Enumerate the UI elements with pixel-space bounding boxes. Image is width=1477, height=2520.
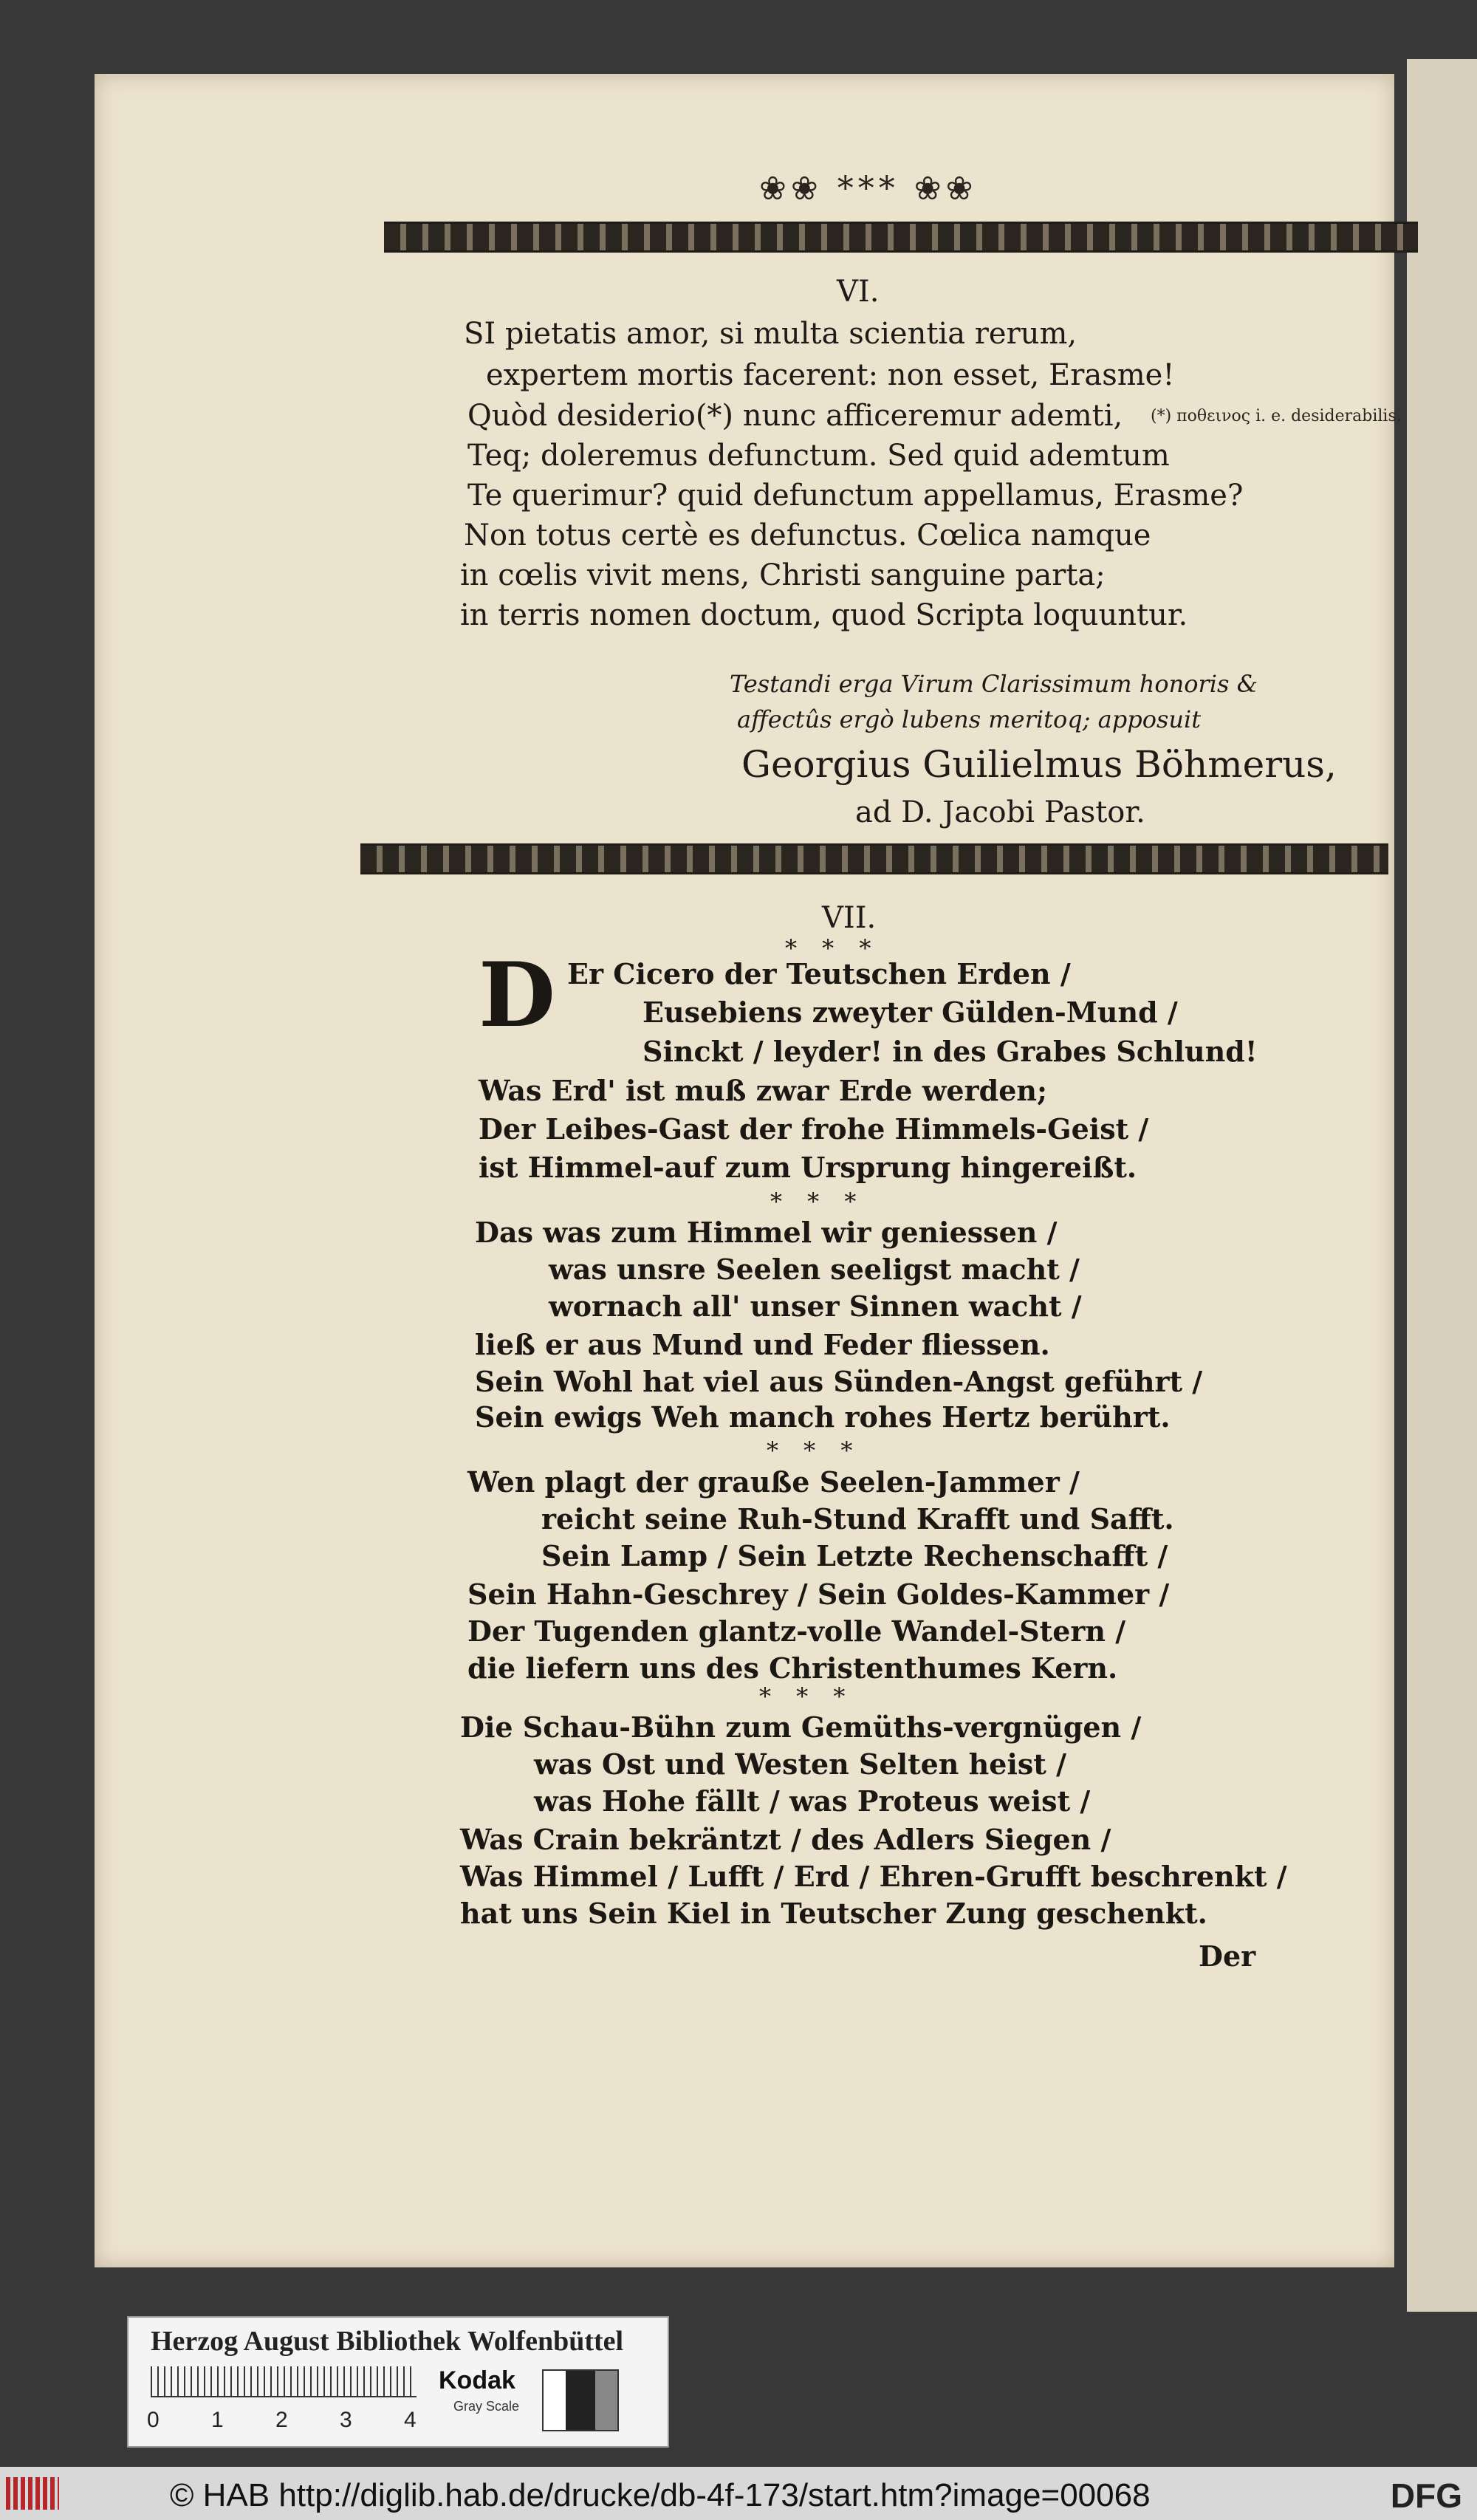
gray-scale-label: Gray Scale: [453, 2399, 520, 2414]
poem-vii-s1-line-1: Er Cicero der Teutschen Erden /: [567, 957, 1071, 990]
poem-vi-number: VI.: [837, 275, 880, 309]
poem-vii-s1-line-6: ist Himmel-auf zum Ursprung hingereißt.: [479, 1151, 1137, 1184]
ornamental-rule-middle: [360, 843, 1388, 874]
library-card-title: Herzog August Bibliothek Wolfenbüttel: [151, 2326, 624, 2357]
dfg-logo: DFG: [1390, 2476, 1462, 2515]
poem-vi-line-7: in cœlis vivit mens, Christi sanguine parta;: [460, 558, 1106, 592]
poem-vii-s4-line-6: hat uns Sein Kiel in Teutscher Zung geschenkt.: [460, 1897, 1207, 1930]
stanza-marker-1: * * *: [785, 934, 880, 962]
poem-vii-s4-line-3: was Hohe fällt / was Proteus weist /: [534, 1784, 1091, 1818]
poem-vii-s4-line-5: Was Himmel / Lufft / Erd / Ehren-Grufft beschrenkt /: [460, 1860, 1287, 1893]
poem-vii-s2-line-6: Sein ewigs Weh manch rohes Hertz berührt.: [475, 1400, 1171, 1434]
poem-vii-s2-line-4: ließ er aus Mund und Feder fliessen.: [475, 1328, 1050, 1361]
poem-vii-s1-line-3: Sinckt / leyder! in des Grabes Schlund!: [642, 1035, 1258, 1068]
scale-tick-3: 3: [340, 2408, 352, 2432]
poem-vi-dedication-2: affectûs ergò lubens meritoq; apposuit: [737, 705, 1202, 733]
stanza-marker-2: * * *: [770, 1188, 866, 1216]
poem-vii-s1-line-5: Der Leibes-Gast der frohe Himmels-Geist /: [479, 1112, 1149, 1146]
poem-vii-s2-line-1: Das was zum Himmel wir geniessen /: [475, 1216, 1058, 1249]
gray-scale-swatch: [542, 2369, 619, 2431]
poem-vii-s3-line-4: Sein Hahn-Geschrey / Sein Goldes-Kammer /: [467, 1578, 1170, 1611]
scale-tick-1: 1: [211, 2408, 224, 2432]
poem-vii-s3-line-6: die liefern uns des Christenthumes Kern.: [467, 1651, 1118, 1685]
poem-vi-author-title: ad D. Jacobi Pastor.: [855, 795, 1145, 829]
hab-barcode-icon: [6, 2477, 59, 2510]
poem-vi-dedication-1: Testandi erga Virum Clarissimum honoris &: [730, 670, 1258, 698]
poem-vii-number: VII.: [822, 901, 877, 935]
poem-vi-line-3: Quòd desiderio(*) nunc afficeremur ademti,: [467, 399, 1123, 433]
book-page: [95, 74, 1402, 2267]
footer-url[interactable]: © HAB http://diglib.hab.de/drucke/db-4f-173/start.htm?image=00068: [170, 2477, 1151, 2513]
catchword: Der: [1199, 1939, 1256, 1973]
poem-vii-s1-line-4: Was Erd' ist muß zwar Erde werden;: [479, 1074, 1048, 1107]
poem-vi-line-6: Non totus certè es defunctus. Cœlica namque: [464, 518, 1151, 552]
poem-vii-s3-line-1: Wen plagt der grauße Seelen-Jammer /: [467, 1465, 1080, 1499]
library-color-card: [127, 2316, 669, 2448]
poem-vii-s1-line-2: Eusebiens zweyter Gülden-Mund /: [642, 996, 1178, 1029]
kodak-brand: Kodak: [439, 2366, 515, 2394]
poem-vi-author: Georgius Guilielmus Böhmerus,: [741, 743, 1337, 786]
header-ornament: ❀❀ *** ❀❀: [759, 170, 978, 208]
stanza-marker-3: * * *: [767, 1437, 862, 1465]
neighbor-page-edge: [1407, 59, 1477, 2312]
footer-bar: [0, 2467, 1477, 2520]
poem-vii-s4-line-4: Was Crain bekräntzt / des Adlers Siegen /: [460, 1823, 1111, 1856]
scale-tick-0: 0: [147, 2408, 160, 2432]
stanza-marker-4: * * *: [759, 1682, 854, 1711]
poem-vi-footnote: (*) ποθεινος i. e. desiderabilis.: [1151, 407, 1402, 425]
poem-vi-line-8: in terris nomen doctum, quod Scripta loquuntur.: [460, 598, 1188, 632]
poem-vii-s2-line-2: was unsre Seelen seeligst macht /: [549, 1253, 1080, 1286]
gray-scale-ruler: [151, 2366, 417, 2397]
poem-vii-s2-line-5: Sein Wohl hat viel aus Sünden-Angst geführt /: [475, 1365, 1203, 1398]
scale-tick-2: 2: [275, 2408, 288, 2432]
scale-tick-4: 4: [404, 2408, 417, 2432]
poem-vii-dropcap: D: [479, 943, 556, 1047]
poem-vii-s4-line-2: was Ost und Westen Selten heist /: [534, 1747, 1066, 1781]
poem-vii-s3-line-2: reicht seine Ruh-Stund Krafft und Safft.: [541, 1502, 1174, 1535]
poem-vi-line-2: expertem mortis facerent: non esset, Erasme!: [486, 358, 1175, 392]
poem-vi-line-1: SI pietatis amor, si multa scientia rerum,: [464, 317, 1077, 351]
poem-vii-s4-line-1: Die Schau-Bühn zum Gemüths-vergnügen /: [460, 1711, 1142, 1744]
poem-vii-s3-line-3: Sein Lamp / Sein Letzte Rechenschafft /: [541, 1539, 1168, 1572]
poem-vi-line-4: Teq; doleremus defunctum. Sed quid ademtum: [467, 439, 1170, 473]
poem-vii-s3-line-5: Der Tugenden glantz-volle Wandel-Stern /: [467, 1615, 1126, 1648]
poem-vi-line-5: Te querimur? quid defunctum appellamus, Erasme?: [467, 479, 1244, 513]
poem-vii-s2-line-3: wornach all' unser Sinnen wacht /: [549, 1290, 1082, 1323]
ornamental-rule-top: [384, 222, 1418, 253]
